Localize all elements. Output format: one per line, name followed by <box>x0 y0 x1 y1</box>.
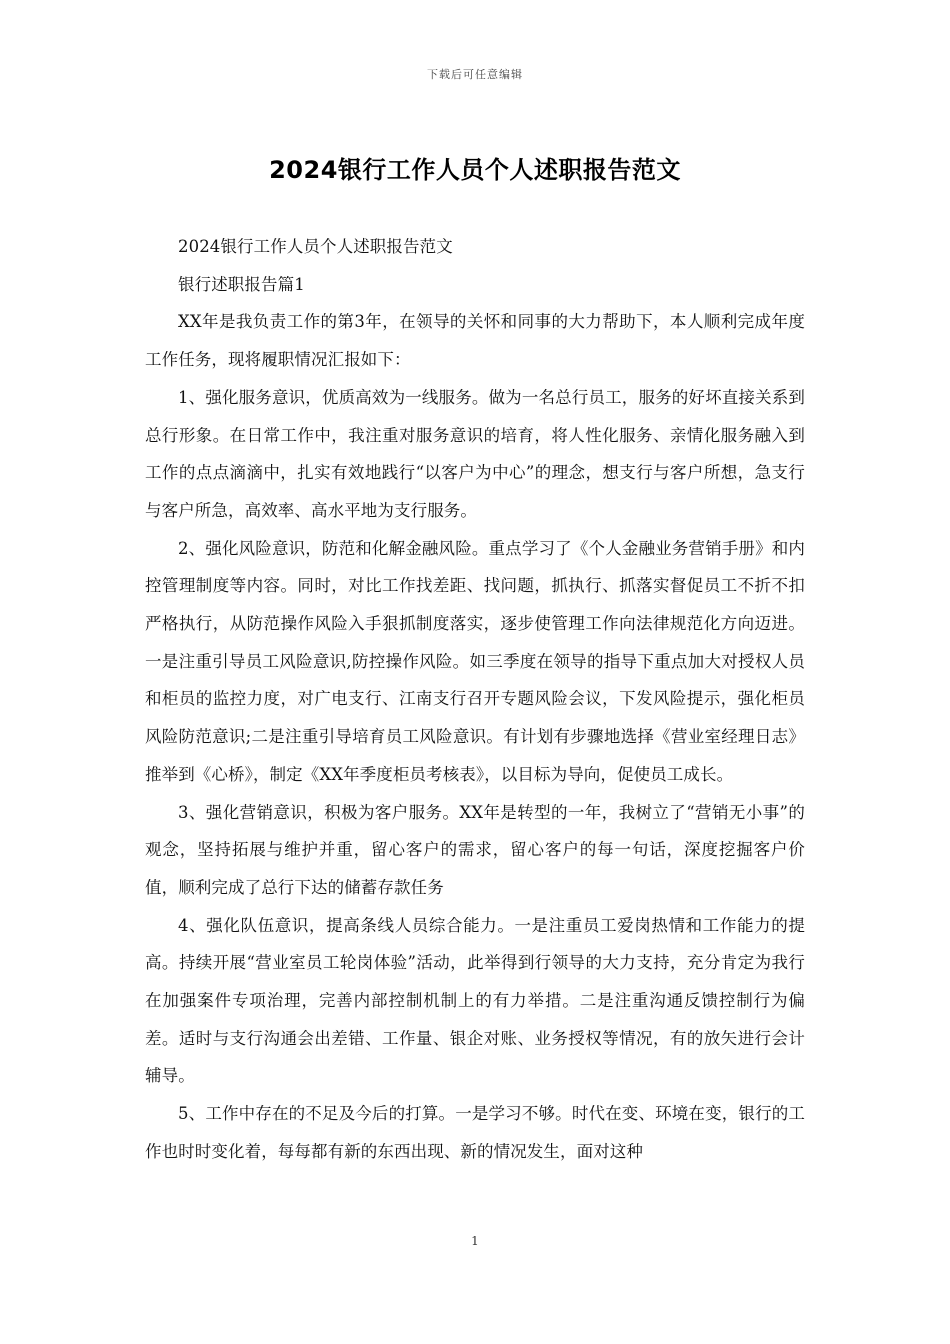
document-body <box>145 228 805 1171</box>
paragraph-item-3: 3、强化营销意识，积极为客户服务。XX年是转型的一年，我树立了“营销无小事”的观念，坚持拓展与维护并重，留心客户的需求，留心客户的每一句话，深度挖掘客户价值，顺利完成了总行下达的储蓄存款任务 <box>145 802 805 897</box>
header-note: 下载后可任意编辑 <box>427 68 523 81</box>
paragraph-subtitle: 2024银行工作人员个人述职报告范文 <box>178 237 453 256</box>
paragraph-item-1: 1、强化服务意识，优质高效为一线服务。做为一名总行员工，服务的好坏直接关系到总行形象。在日常工作中，我注重对服务意识的培育，将人性化服务、亲情化服务融入到工作的点点滴滴中，扎实有效地践行“以客户为中心”的理念，想支行与客户所想，急支行与客户所急，高效率、高水平地为支行服务。 <box>145 387 805 520</box>
paragraph-intro: XX年是我负责工作的第3年，在领导的关怀和同事的大力帮助下，本人顺利完成年度工作任务，现将履职情况汇报如下： <box>145 312 805 370</box>
document-title: 2024银行工作人员个人述职报告范文 <box>269 156 681 184</box>
paragraph-item-4: 4、强化队伍意识，提高条线人员综合能力。一是注重员工爱岗热情和工作能力的提高。持续开展“营业室员工轮岗体验”活动，此举得到行领导的大力支持，充分肯定为我行在加强案件专项治理，完善内部控制机制上的有力举措。二是注重沟通反馈控制行为偏差。适时与支行沟通会出差错、工作量、银企对账、业务授权等情况，有的放矢进行会计辅导。 <box>145 915 805 1086</box>
paragraph-item-5: 5、工作中存在的不足及今后的打算。一是学习不够。时代在变、环境在变，银行的工作也时时变化着，每每都有新的东西出现、新的情况发生，面对这种 <box>145 1104 805 1161</box>
page-number: 1 <box>471 1234 479 1248</box>
paragraph-item-2: 2、强化风险意识，防范和化解金融风险。重点学习了《个人金融业务营销手册》和内控管理制度等内容。同时，对比工作找差距、找问题，抓执行、抓落实督促员工不折不扣严格执行，从防范操作风险入手狠抓制度落实，逐步使管理工作向法律规范化方向迈进。一是注重引导员工风险意识,防控操作风险。如三季度在领导的指导下重点加大对授权人员和柜员的监控力度，对广电支行、江南支行召开专题风险会议，下发风险提示，强化柜员风险防范意识;二是注重引导培育员工风险意识。有计划有步骤地选择《营业室经理日志》推举到《心桥》，制定《XX年季度柜员考核表》，以目标为导向，促使员工成长。 <box>145 538 805 784</box>
paragraph-section-heading: 银行述职报告篇1 <box>178 274 305 294</box>
